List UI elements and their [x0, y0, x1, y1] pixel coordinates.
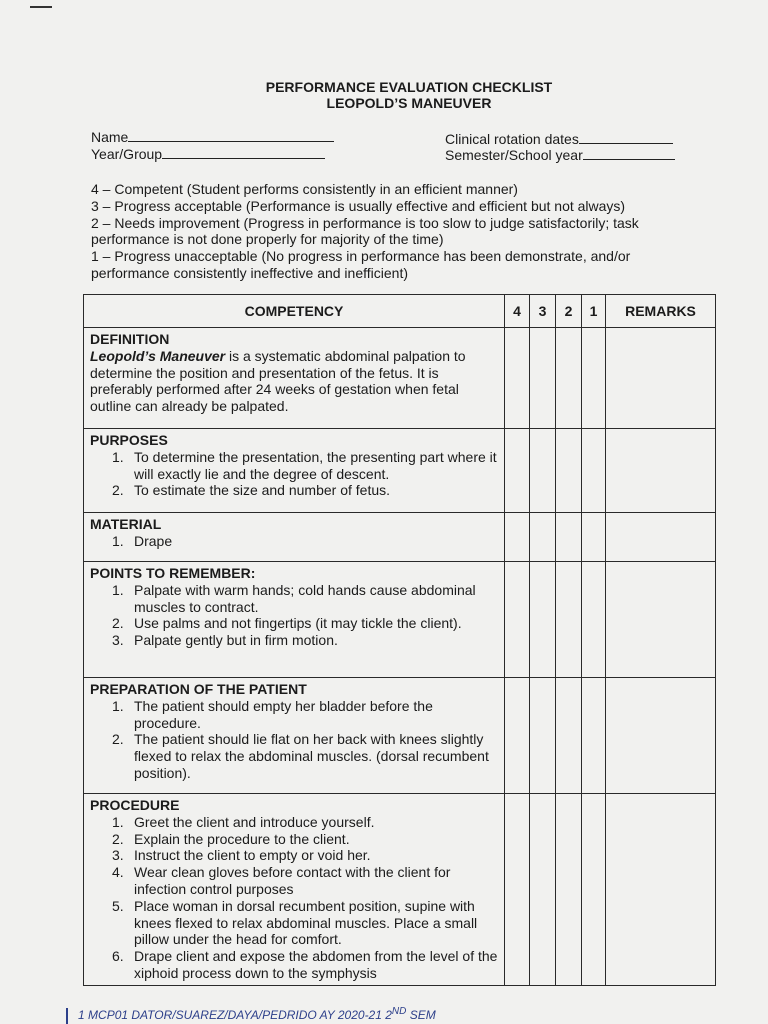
- remarks-cell[interactable]: [606, 794, 716, 986]
- page-footer: [66, 1006, 436, 1024]
- table-row-definition: [84, 328, 716, 429]
- score-1-cell[interactable]: [582, 678, 606, 794]
- definition-cell: [84, 328, 505, 429]
- table-row-preparation: [84, 678, 716, 794]
- definition-text: is a systematic abdominal palpation to determine the position and presentation of the fetus. It is preferably performed after 24 weeks of gestation when fetal outline can already be palpated.: [90, 347, 466, 415]
- score-1-cell[interactable]: [582, 794, 606, 986]
- preparation-cell: [84, 678, 505, 794]
- remarks-cell[interactable]: [606, 513, 716, 562]
- points-title: POINTS TO REMEMBER:: [90, 565, 256, 581]
- purposes-title: PURPOSES: [90, 432, 168, 448]
- year-group-blank-line: [162, 146, 325, 159]
- table-row-points: [84, 562, 716, 678]
- document-subtitle: LEOPOLD’S MANEUVER: [326, 95, 492, 111]
- semester-label: Semester/School year: [445, 147, 583, 163]
- remarks-cell[interactable]: [606, 328, 716, 429]
- score-4-cell[interactable]: [505, 794, 530, 986]
- score-4-header: 4: [505, 295, 530, 328]
- definition-title: DEFINITION: [90, 331, 170, 347]
- material-list: [90, 533, 498, 550]
- margin-dash-mark: [30, 6, 52, 8]
- procedure-title: PROCEDURE: [90, 797, 180, 813]
- competency-header: COMPETENCY: [84, 295, 505, 328]
- list-item: 1. Palpate with warm hands; cold hands cause abdominal muscles to contract.: [112, 581, 476, 615]
- footer-text: MCP01 DATOR/SUAREZ/DAYA/PEDRIDO AY 2020-21 2: [88, 1008, 392, 1022]
- list-item: 1. Greet the client and introduce yourself.: [112, 813, 375, 830]
- list-item: 1. The patient should empty her bladder before the procedure.: [112, 697, 433, 731]
- rotation-dates-label: Clinical rotation dates: [445, 131, 579, 147]
- score-1-cell[interactable]: [582, 429, 606, 513]
- scale-1: 1 – Progress unacceptable (No progress in performance has been demonstrate, and/or performance consistently ineffective and inefficient): [91, 248, 631, 281]
- checklist-table: [83, 294, 716, 986]
- score-4-cell[interactable]: [505, 328, 530, 429]
- remarks-cell[interactable]: [606, 562, 716, 678]
- score-4-cell[interactable]: [505, 513, 530, 562]
- rotation-dates-blank-line: [579, 131, 673, 144]
- score-3-cell[interactable]: [530, 328, 556, 429]
- score-4-cell[interactable]: [505, 429, 530, 513]
- remarks-header: REMARKS: [606, 295, 716, 328]
- footer-superscript: ND: [391, 1006, 407, 1017]
- rating-scale-legend: [91, 181, 701, 282]
- score-4-cell[interactable]: [505, 678, 530, 794]
- rotation-dates-field: [445, 131, 673, 147]
- list-item: 6. Drape client and expose the abdomen from the level of the xiphoid process down to the symphysis: [112, 948, 498, 981]
- points-cell: [84, 562, 505, 678]
- score-1-cell[interactable]: [582, 328, 606, 429]
- score-1-cell[interactable]: [582, 562, 606, 678]
- score-2-cell[interactable]: [556, 513, 582, 562]
- list-item: 2. Explain the procedure to the client.: [112, 830, 350, 847]
- table-row-purposes: [84, 429, 716, 513]
- year-group-field: [91, 146, 325, 162]
- procedure-cell: [84, 794, 505, 986]
- material-title: MATERIAL: [90, 516, 162, 532]
- score-3-header: 3: [530, 295, 556, 328]
- purposes-cell: [84, 429, 505, 513]
- name-field: [91, 129, 334, 145]
- list-item: 3. Palpate gently but in firm motion.: [112, 632, 338, 649]
- list-item: 3. Instruct the client to empty or void her.: [112, 847, 371, 864]
- list-item: 5. Place woman in dorsal recumbent position, supine with knees flexed to relax abdominal muscles. Place a small pillow under the head for comfort.: [112, 897, 478, 948]
- score-3-cell[interactable]: [530, 429, 556, 513]
- list-item: 4. Wear clean gloves before contact with the client for infection control purposes: [112, 864, 451, 897]
- table-row-procedure: [84, 794, 716, 986]
- definition-term: Leopold’s Maneuver: [90, 347, 226, 364]
- year-group-label: Year/Group: [91, 146, 163, 162]
- score-2-cell[interactable]: [556, 328, 582, 429]
- score-3-cell[interactable]: [530, 513, 556, 562]
- footer-tail: SEM: [406, 1008, 436, 1022]
- preparation-list: [90, 698, 498, 782]
- score-1-header: 1: [582, 295, 606, 328]
- score-2-header: 2: [556, 295, 582, 328]
- scale-3: 3 – Progress acceptable (Performance is usually effective and efficient but not always): [91, 197, 626, 214]
- score-1-cell[interactable]: [582, 513, 606, 562]
- score-2-cell[interactable]: [556, 562, 582, 678]
- score-2-cell[interactable]: [556, 678, 582, 794]
- list-item: 1. To determine the presentation, the presenting part where it will exactly lie and the degree of descent.: [112, 448, 497, 482]
- table-row-material: [84, 513, 716, 562]
- name-label: Name: [91, 129, 129, 145]
- remarks-cell[interactable]: [606, 678, 716, 794]
- preparation-title: PREPARATION OF THE PATIENT: [90, 681, 307, 697]
- footer-bar: [66, 1008, 68, 1024]
- footer-page-number: 1: [78, 1008, 85, 1022]
- list-item: 2. Use palms and not fingertips (it may tickle the client).: [112, 615, 462, 632]
- material-cell: [84, 513, 505, 562]
- list-item: 2. To estimate the size and number of fetus.: [112, 482, 391, 499]
- document-title: PERFORMANCE EVALUATION CHECKLIST: [265, 79, 553, 95]
- score-4-cell[interactable]: [505, 562, 530, 678]
- semester-field: [445, 147, 675, 163]
- table-header-row: [84, 295, 716, 328]
- score-2-cell[interactable]: [556, 794, 582, 986]
- name-blank-line: [128, 129, 334, 142]
- procedure-list: [90, 814, 498, 982]
- purposes-list: [90, 449, 498, 499]
- list-item: 2. The patient should lie flat on her back with knees slightly flexed to relax the abdominal muscles. (dorsal recumbent position).: [112, 731, 489, 781]
- score-3-cell[interactable]: [530, 794, 556, 986]
- score-2-cell[interactable]: [556, 429, 582, 513]
- scale-2: 2 – Needs improvement (Progress in performance is too slow to judge satisfactorily; task performance is not done properly for majority of the time): [91, 214, 639, 248]
- semester-blank-line: [583, 147, 675, 160]
- score-3-cell[interactable]: [530, 562, 556, 678]
- list-item: 1. Drape: [112, 532, 173, 549]
- points-list: [90, 582, 498, 649]
- score-3-cell[interactable]: [530, 678, 556, 794]
- scale-4: 4 – Competent (Student performs consistently in an efficient manner): [91, 181, 518, 197]
- remarks-cell[interactable]: [606, 429, 716, 513]
